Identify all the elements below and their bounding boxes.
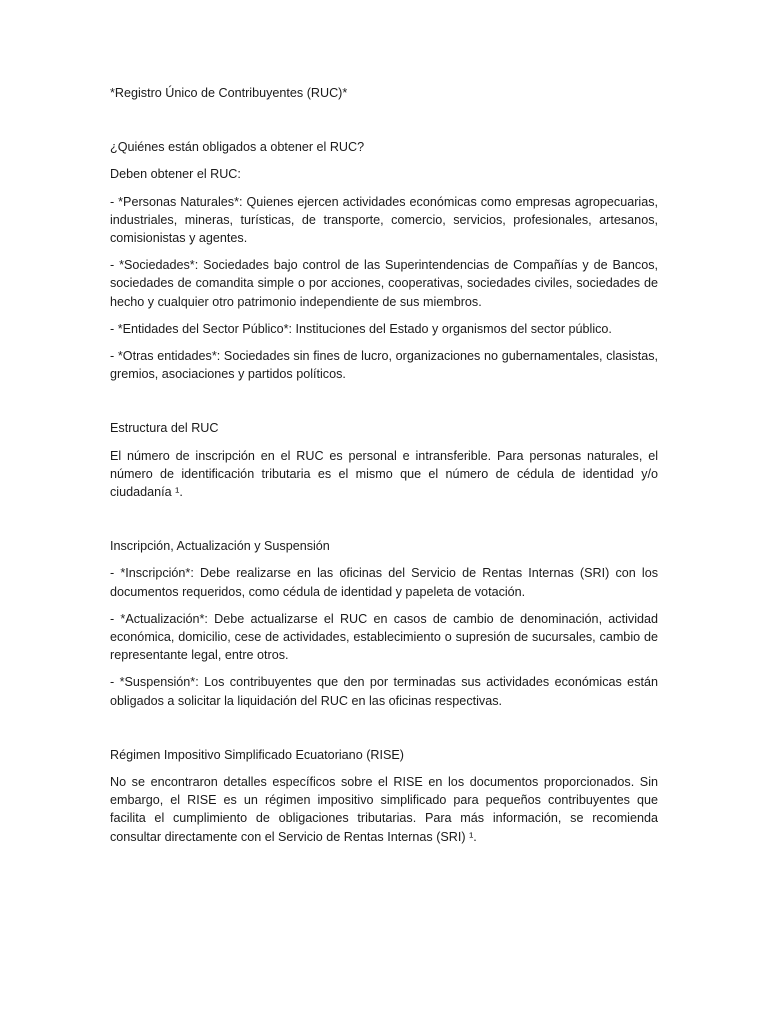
inscripcion-item-actualizacion: - *Actualización*: Debe actualizarse el RUC en casos de cambio de denominación, actividad económica, domicilio, cese de actividades, establecimiento o supresión de sucursales, cambio de representante legal, entre otros.: [110, 611, 658, 663]
section-obligados: [110, 138, 658, 383]
obligados-item-sector-publico: - *Entidades del Sector Público*: Instituciones del Estado y organismos del sector público.: [110, 321, 612, 336]
obligados-intro: Deben obtener el RUC:: [110, 167, 241, 182]
section-heading-inscripcion: Inscripción, Actualización y Suspensión: [110, 539, 330, 554]
obligados-item-sociedades: - *Sociedades*: Sociedades bajo control de las Superintendencias de Compañías y de Bancos, sociedades de comandita simple o por acciones, cooperativas, sociedades civiles, sociedades de hecho y cualquier otro patrimonio independiente de sus miembros.: [110, 258, 658, 309]
section-inscripcion: [110, 537, 658, 710]
section-heading-rise: Régimen Impositivo Simplificado Ecuatoriano (RISE): [110, 747, 404, 762]
section-heading-estructura: Estructura del RUC: [110, 421, 219, 436]
section-heading-obligados: ¿Quiénes están obligados a obtener el RUC?: [110, 140, 365, 155]
section-rise: [110, 746, 658, 846]
section-spacer: [110, 510, 658, 537]
section-spacer: [110, 719, 658, 746]
obligados-item-personas-naturales: - *Personas Naturales*: Quienes ejercen actividades económicas como empresas agropecuarias, industriales, mineras, turísticas, de transporte, comercio, servicios, profesionales, artesanos, comisionistas y agentes.: [110, 194, 658, 246]
inscripcion-item-suspension: - *Suspensión*: Los contribuyentes que den por terminadas sus actividades económicas están obligados a solicitar la liquidación del RUC en las oficinas respectivas.: [110, 675, 658, 708]
document-page: [110, 84, 658, 855]
section-estructura: [110, 419, 658, 501]
obligados-item-otras-entidades: - *Otras entidades*: Sociedades sin fines de lucro, organizaciones no gubernamentales, clasistas, gremios, asociaciones y partidos políticos.: [110, 349, 658, 382]
inscripcion-item-inscripcion: - *Inscripción*: Debe realizarse en las oficinas del Servicio de Rentas Internas (SRI) con los documentos requeridos, como cédula de identidad y papeleta de votación.: [110, 566, 658, 599]
rise-body: No se encontraron detalles específicos sobre el RISE en los documentos proporcionados. Sin embargo, el RISE es un régimen impositivo simplificado para pequeños contribuyentes que facilita el cumplimiento de obligaciones tributarias. Para más información, se recomienda consultar directamente con el Servicio de Rentas Internas (SRI) ¹.: [110, 775, 658, 844]
estructura-body: El número de inscripción en el RUC es personal e intransferible. Para personas naturales, el número de identificación tributaria es el mismo que el número de cédula de identidad y/o ciudadanía ¹.: [110, 448, 658, 500]
section-spacer: [110, 392, 658, 419]
document-title: *Registro Único de Contribuyentes (RUC)*: [110, 86, 348, 100]
